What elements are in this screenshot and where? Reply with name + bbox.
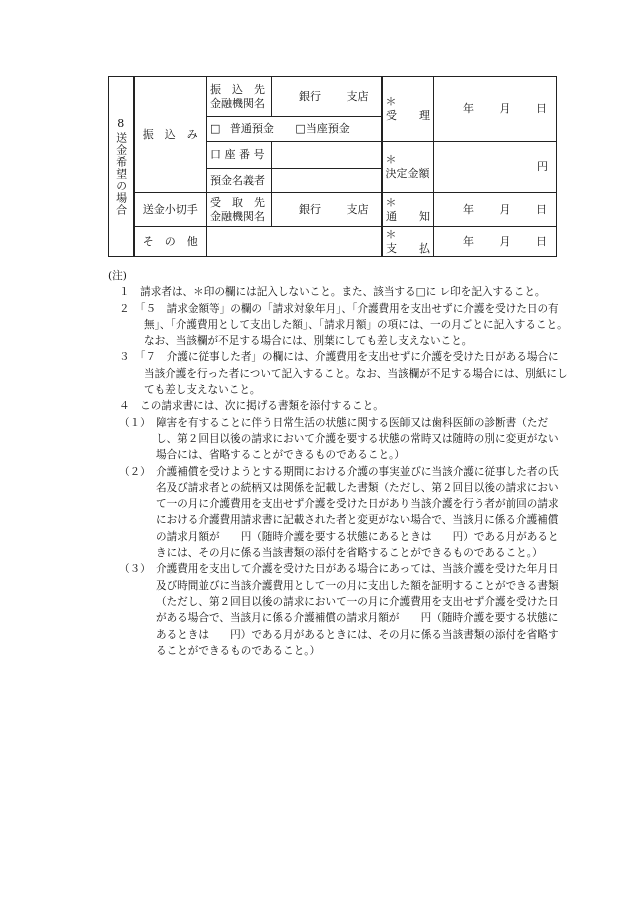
note-4-1: （１） 障害を有することに伴う日常生活の状態に関する医師又は歯科医師の診断書（ただし、第２回目以後の請求において介護を要する状態の常時又は随時の別に変更がない場合には、省略することができるものであること。）	[119, 416, 559, 462]
other-label: そ の 他	[134, 227, 207, 257]
shiharai-label: ＊ 支 払	[382, 227, 434, 257]
other-field[interactable]	[207, 227, 382, 257]
account-holder-field[interactable]	[272, 169, 382, 193]
futsu-checkbox[interactable]: □	[210, 122, 221, 136]
juri-date-field[interactable]: 年 月 日	[434, 77, 557, 142]
notes	[108, 268, 568, 659]
juri-label: ＊ 受 理	[382, 77, 434, 142]
section-number: 8	[117, 116, 125, 130]
section-cell	[109, 77, 134, 257]
note-4-2: （２） 介護補償を受けようとする期間における介護の事実並びに当該介護に従事した者の氏名及び請求者との続柄又は関係を記載した書類（ただし、第２回目以後の請求において一の月に介護費用を支出せず介護を受けた日があり当該介護を行う者が前回の請求における介護費用請求書に記載された者と変更がない場合で、当該月に係る介護補償の請求月額が 円（随時介護を要する状態にあるときは 円）である月があるときには、その月に係る当該書類の添付を省略することができるものであること。）	[119, 465, 559, 560]
souki-bank-field[interactable]: 銀行 支店	[272, 193, 382, 227]
toza-checkbox[interactable]: □	[295, 122, 306, 136]
tsuchi-date-field[interactable]: 年 月 日	[434, 193, 557, 227]
account-number-field[interactable]	[272, 142, 382, 169]
futsu-label: 普通預金	[229, 122, 274, 136]
note-1: １ 請求者は、＊印の欄には記入しないこと。また、該当する□に レ印を記入すること。	[119, 286, 546, 299]
note-2: ２ 「５ 請求金額等」の欄の「請求対象年月」、「介護費用を支出せずに介護を受けた日の有無」、「介護費用として支出した額」、「請求月額」の項には、一の月ごとに記入すること。なお、当該欄が不足する場合には、別葉にしても差し支えないこと。	[119, 302, 568, 348]
tsuchi-label: ＊ 通 知	[382, 193, 434, 227]
account-number-label: 口 座 番 号	[207, 142, 272, 169]
section-title: 送金希望の場合	[114, 132, 128, 217]
furikomi-bank-field[interactable]: 銀行 支店	[272, 77, 382, 117]
furikomi-bank-label: 振 込 先 金融機関名	[207, 77, 272, 117]
note-3: ３ 「７ 介護に従事した者」の欄には、介護費用を支出せずに介護を受けた日がある場合に当該介護を行った者について記入すること。なお、当該欄が不足する場合には、別紙にしても差し支えないこと。	[119, 351, 568, 397]
note-4-3: （３） 介護費用を支出して介護を受けた日がある場合にあっては、当該介護を受けた年月日及び時間並びに当該介護費用として一の月に支出した額を証明することができる書類（ただし、第２回目以後の請求において一の月に介護費用を支出せず介護を受けた日がある場合で、当該月に係る介護補償の請求月額が 円（随時介護を要する状態にあるときは 円）である月があるときには、その月に係る当該書類の添付を省略することができるものであること。）	[119, 563, 559, 657]
note-4: ４ この請求書には、次に掲げる書類を添付すること。	[119, 400, 384, 413]
souki-bank-label: 受 取 先 金融機関名	[207, 193, 272, 227]
remittance-table	[108, 76, 557, 257]
souki-label: 送金小切手	[134, 193, 207, 227]
toza-label: 当座預金	[305, 122, 350, 136]
notes-header: (注)	[108, 270, 127, 282]
kettei-amount-field[interactable]: 円	[434, 142, 557, 193]
account-holder-label: 預金名義者	[207, 169, 272, 193]
kettei-label: ＊ 決定金額	[382, 142, 434, 193]
account-type-row	[207, 117, 382, 142]
shiharai-date-field[interactable]: 年 月 日	[434, 227, 557, 257]
furikomi-label: 振 込 み	[134, 77, 207, 193]
